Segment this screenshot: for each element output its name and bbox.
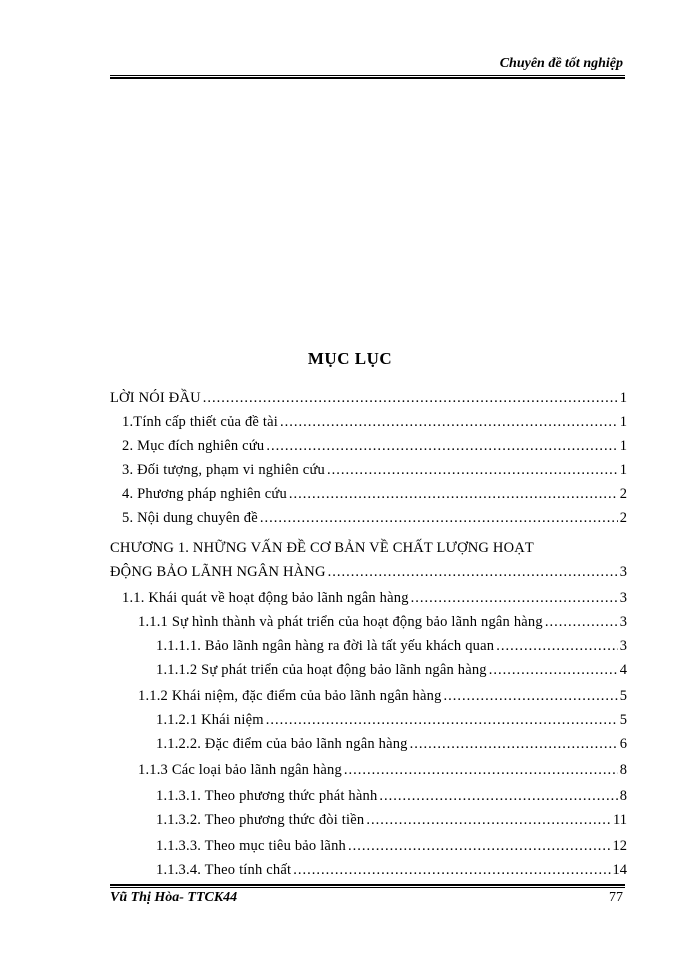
toc-leader [496, 636, 618, 656]
toc-entry-text: 1.1.1.2 Sự phát triển của hoạt động bảo lãnh ngân hàng [156, 662, 487, 678]
toc-entry-text: 1.1.2.1 Khái niệm [156, 712, 264, 728]
toc-leader [328, 562, 618, 582]
footer-rule [110, 884, 625, 888]
toc-entry[interactable] [0, 734, 700, 756]
toc-entry-page: 5 [619, 712, 627, 728]
toc-entry[interactable] [0, 636, 700, 658]
toc-entry[interactable] [0, 588, 700, 610]
toc-entry-text: 3. Đối tượng, phạm vi nghiên cứu [122, 462, 325, 478]
toc-leader [266, 710, 618, 730]
page-number: 77 [609, 890, 623, 905]
toc-entry-text: 1.1.1.1. Bảo lãnh ngân hàng ra đời là tất yếu khách quan [156, 638, 495, 654]
toc-leader [327, 460, 618, 480]
toc-entry-page: 11 [613, 812, 627, 828]
header-rule [110, 75, 625, 79]
toc-leader [379, 786, 617, 806]
toc-entry-text: 1.1.3.2. Theo phương thức đòi tiền [156, 812, 365, 828]
toc-leader [289, 484, 618, 504]
toc-entry[interactable] [0, 760, 700, 782]
toc-entry-page: 4 [619, 662, 627, 678]
toc-entry-page: 3 [619, 638, 627, 654]
toc-entry-page: 2 [619, 486, 627, 502]
toc-entry-page: 1 [619, 414, 627, 430]
toc-entry[interactable] [0, 562, 700, 584]
toc-entry-page: 3 [619, 590, 627, 606]
toc-leader [203, 388, 618, 408]
toc-entry-page: 6 [619, 736, 627, 752]
header-title: Chuyên đề tốt nghiệp [499, 56, 623, 71]
toc-entry[interactable] [0, 686, 700, 708]
toc-entry-text: 1.1.1 Sự hình thành và phát triển của hoạt động bảo lãnh ngân hàng [138, 614, 543, 630]
toc-entry-text: 1.1. Khái quát về hoạt động bảo lãnh ngân hàng [122, 590, 409, 606]
toc-entry-text: 5. Nội dung chuyên đề [122, 510, 258, 526]
toc-entry-text: 1.1.3.3. Theo mục tiêu bảo lãnh [156, 838, 346, 854]
toc-leader [266, 436, 617, 456]
toc-entry-text: 1.1.3 Các loại bảo lãnh ngân hàng [138, 762, 342, 778]
toc-entry-text: 1.Tính cấp thiết của đề tài [122, 414, 278, 430]
toc-entry[interactable] [0, 860, 700, 882]
toc-leader [348, 836, 611, 856]
toc-entry-page: 3 [619, 564, 627, 580]
toc-leader [293, 860, 610, 880]
page-header [110, 56, 625, 76]
page-footer [110, 884, 625, 910]
toc-entry[interactable] [0, 436, 700, 458]
toc-entry[interactable] [0, 836, 700, 858]
toc-entry[interactable] [0, 484, 700, 506]
toc-entry[interactable] [0, 612, 700, 634]
toc-entry-text: ĐỘNG BẢO LÃNH NGÂN HÀNG [110, 564, 326, 580]
toc-entry-page: 1 [619, 438, 627, 454]
toc-entry-page: 3 [619, 614, 627, 630]
toc-entry-text: 2. Mục đích nghiên cứu [122, 438, 265, 454]
toc-leader [260, 508, 618, 528]
toc-leader [545, 612, 618, 632]
toc-entry[interactable] [0, 710, 700, 732]
toc-entry-page: 14 [612, 862, 627, 878]
toc-title: MỤC LỤC [307, 349, 393, 368]
toc-entry-page: 12 [612, 838, 627, 854]
toc-entry[interactable] [0, 460, 700, 482]
toc-leader [344, 760, 618, 780]
toc-entry[interactable] [0, 412, 700, 434]
toc-entry-text: LỜI NÓI ĐẦU [110, 390, 201, 406]
toc-entry-page: 5 [619, 688, 627, 704]
toc-entry-text: 1.1.3.4. Theo tính chất [156, 862, 292, 878]
toc-entry[interactable] [0, 538, 700, 560]
footer-author: Vũ Thị Hòa- TTCK44 [110, 890, 238, 905]
toc-entry[interactable] [0, 508, 700, 530]
toc-entry[interactable] [0, 810, 700, 832]
toc-entry-text: 1.1.2.2. Đặc điểm của bảo lãnh ngân hàng [156, 736, 408, 752]
toc-entry-page: 8 [619, 788, 627, 804]
toc-leader [444, 686, 618, 706]
toc-entry-page: 2 [619, 510, 627, 526]
toc-chapter-heading: CHƯƠNG 1. NHỮNG VẤN ĐỀ CƠ BẢN VỀ CHẤT LƯỢNG HOẠT [110, 540, 534, 556]
toc-entry-page: 8 [619, 762, 627, 778]
toc-entry-page: 1 [619, 462, 627, 478]
toc-entry-page: 1 [619, 390, 627, 406]
toc-entry-text: 1.1.3.1. Theo phương thức phát hành [156, 788, 378, 804]
toc-leader [280, 412, 618, 432]
toc-leader [366, 810, 611, 830]
toc-leader [411, 588, 618, 608]
toc-leader [410, 734, 618, 754]
toc-entry[interactable] [0, 786, 700, 808]
toc-entry-text: 1.1.2 Khái niệm, đặc điểm của bảo lãnh ngân hàng [138, 688, 442, 704]
toc-entry[interactable] [0, 388, 700, 410]
toc-leader [489, 660, 618, 680]
toc-entry-text: 4. Phương pháp nghiên cứu [122, 486, 287, 502]
toc-entry[interactable] [0, 660, 700, 682]
